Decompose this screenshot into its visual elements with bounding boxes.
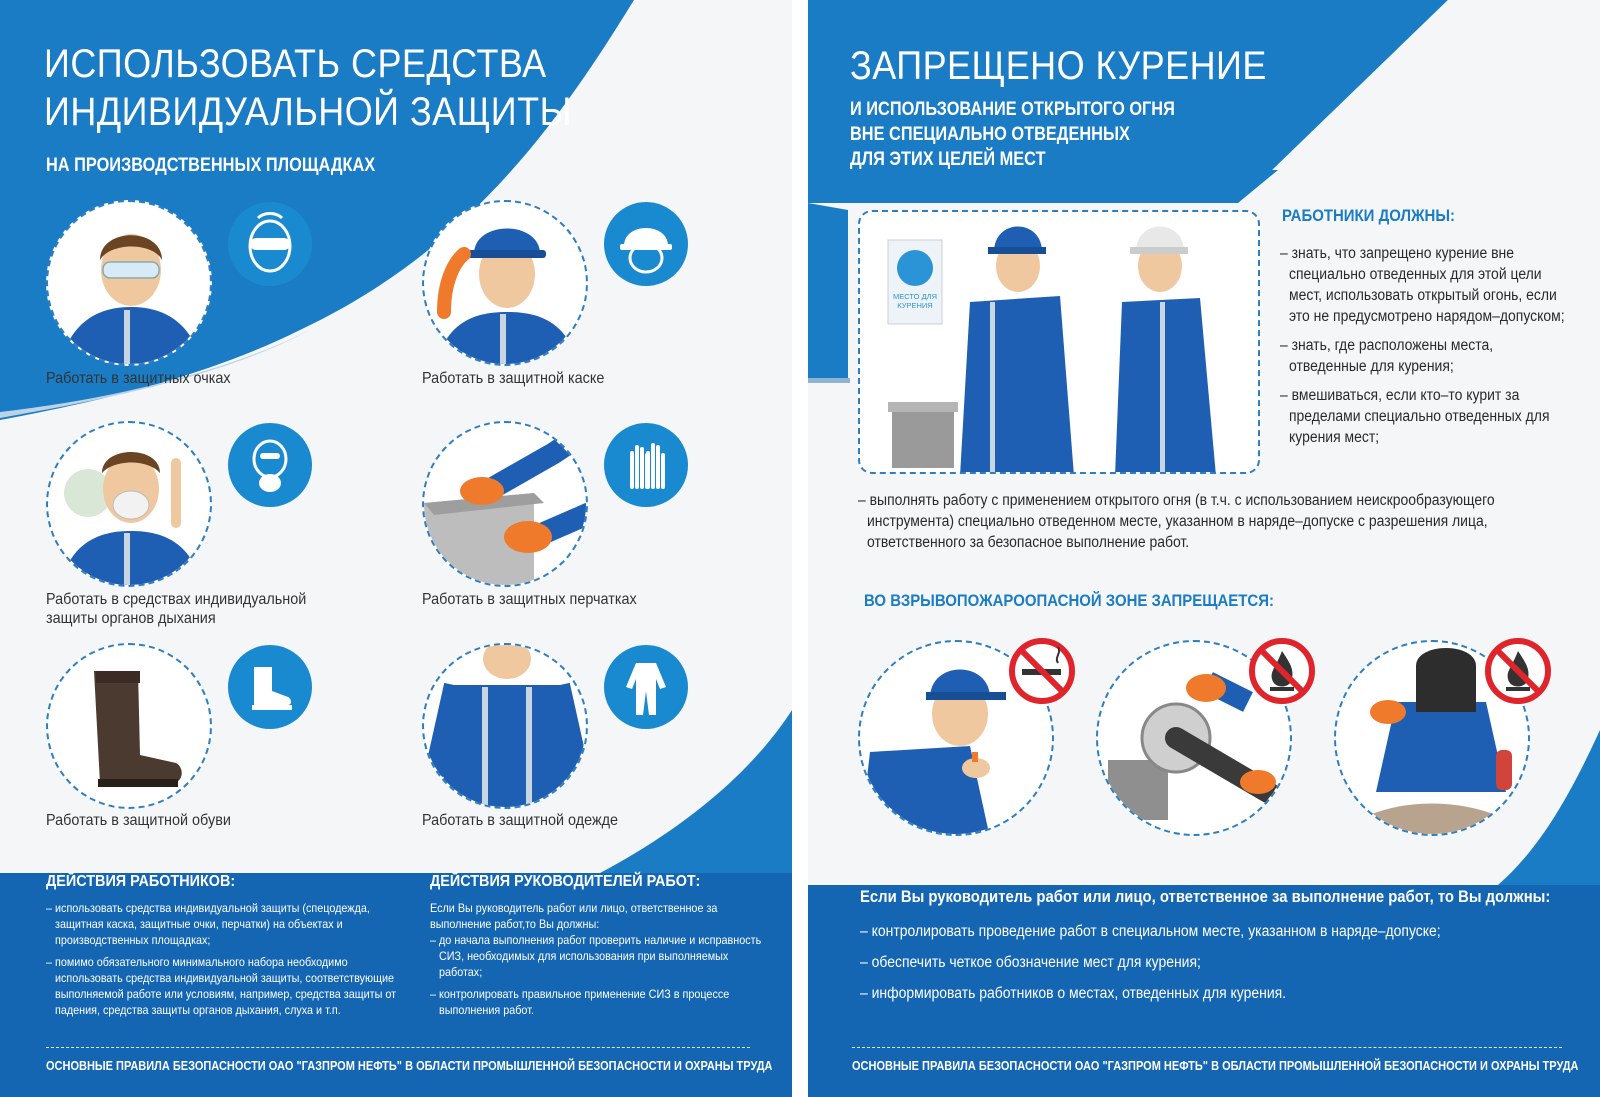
helmet-icon <box>604 202 688 286</box>
text-line: выполняемой работе или условиям, например, средства защиты от <box>55 987 397 1001</box>
caption-overalls: Работать в защитной одежде <box>422 812 619 829</box>
boot-illustration <box>46 643 212 809</box>
text-line: – обеспечить четкое обозначение мест для курения; <box>860 954 1201 971</box>
subtitle-line: ДЛЯ ЭТИХ ЦЕЛЕЙ МЕСТ <box>850 149 1046 170</box>
text-line: – помимо обязательного минимального набора необходимо <box>46 955 348 969</box>
caption-respirator <box>46 590 306 628</box>
caption-goggles: Работать в защитных очках <box>46 370 231 387</box>
workers-heading: ДЕЙСТВИЯ РАБОТНИКОВ: <box>46 873 236 890</box>
manager-actions-section <box>808 885 1600 1097</box>
text-line: – вмешиваться, если кто–то курит за <box>1280 387 1520 404</box>
footer-text: ОСНОВНЫЕ ПРАВИЛА БЕЗОПАСНОСТИ ОАО "ГАЗПРОМ НЕФТЬ" В ОБЛАСТИ ПРОМЫШЛЕННОЙ БЕЗОПАСНОСТИ И ОХРАНЫ ТРУДА <box>852 1059 1579 1073</box>
text-line: выполнение работ,то Вы должны: <box>430 917 600 931</box>
gloves-icon <box>604 423 688 507</box>
ppe-poster <box>0 0 792 1097</box>
no-smoking-icon <box>1008 637 1076 705</box>
text-line: работах; <box>439 965 483 979</box>
text-line: Если Вы руководитель работ или лицо, ответственное за <box>430 901 718 915</box>
manager-heading: Если Вы руководитель работ или лицо, ответственное за выполнение работ, то Вы должны: <box>860 888 1551 906</box>
smoking-area-sign <box>888 292 942 310</box>
managers-heading: ДЕЙСТВИЯ РУКОВОДИТЕЛЕЙ РАБОТ: <box>430 873 701 890</box>
actions-section <box>0 873 792 1097</box>
overalls-worker-illustration <box>422 643 588 809</box>
sign-line: МЕСТО ДЛЯ <box>893 292 937 301</box>
text-line: – знать, что запрещено курение вне <box>1280 245 1514 262</box>
text-line: это не предусмотрено нарядом–допуском; <box>1289 308 1565 325</box>
gloves-worker-illustration <box>422 421 588 587</box>
text-line: защитная каска, защитные очки, перчатки) на объектах и <box>55 917 343 931</box>
footer-text: ОСНОВНЫЕ ПРАВИЛА БЕЗОПАСНОСТИ ОАО "ГАЗПРОМ НЕФТЬ" В ОБЛАСТИ ПРОМЫШЛЕННОЙ БЕЗОПАСНОСТИ И ОХРАНЫ ТРУДА <box>46 1059 773 1073</box>
page-subtitle <box>850 97 1175 172</box>
respirator-worker-illustration <box>46 421 212 587</box>
title-line: ИНДИВИДУАЛЬНОЙ ЗАЩИТЫ <box>44 90 572 134</box>
sign-line: КУРЕНИЯ <box>897 301 933 310</box>
workers-text <box>46 900 396 1018</box>
caption-boot: Работать в защитной обуви <box>46 812 231 829</box>
managers-text <box>430 900 761 1018</box>
subtitle-line: ВНЕ СПЕЦИАЛЬНО ОТВЕДЕННЫХ <box>850 124 1130 145</box>
open-fire-rule <box>858 490 1495 553</box>
smoking-area-illustration <box>858 210 1260 474</box>
page-title <box>44 40 572 136</box>
caption-line: Работать в средствах индивидуальной <box>46 591 307 608</box>
overalls-icon <box>604 645 688 729</box>
text-line: – информировать работников о местах, отведенных для курения. <box>860 985 1287 1002</box>
subtitle-line: И ИСПОЛЬЗОВАНИЕ ОТКРЫТОГО ОГНЯ <box>850 99 1175 120</box>
divider <box>46 1047 750 1048</box>
text-line: производственных площадках; <box>55 933 211 947</box>
text-line: – до начала выполнения работ проверить наличие и исправность <box>430 933 762 947</box>
text-line: использовать средства индивидуальной защиты, соответствующие <box>55 971 395 985</box>
text-line: – использовать средства индивидуальной защиты (спецодежда, <box>46 901 370 915</box>
goggles-icon <box>228 202 312 286</box>
respirator-icon <box>228 423 312 507</box>
text-line: выполнения работ. <box>439 1003 534 1017</box>
text-line: падения, средства защиты органов дыхания, слуха и т.п. <box>55 1003 341 1017</box>
text-line: СИЗ, необходимых для использования при выполняемых <box>439 949 729 963</box>
workers-must-list <box>1280 243 1565 448</box>
divider <box>852 1047 1562 1048</box>
page-title: ЗАПРЕЩЕНО КУРЕНИЕ <box>850 44 1267 88</box>
text-line: – контролировать проведение работ в специальном месте, указанном в наряде–допуске; <box>860 923 1441 940</box>
text-line: – знать, где расположены места, <box>1280 337 1494 354</box>
caption-helmet: Работать в защитной каске <box>422 370 605 387</box>
text-line: мест, использовать открытый огонь, если <box>1289 287 1557 304</box>
text-line: инструмента) специально отведенном месте, указанном в наряде–допуске с разрешения лица, <box>867 513 1488 530</box>
title-line: ИСПОЛЬЗОВАТЬ СРЕДСТВА <box>44 42 547 86</box>
goggles-worker-illustration <box>46 200 212 366</box>
text-line: – выполнять работу с применением открытого огня (в т.ч. с использованием неискрообразующего <box>858 492 1495 509</box>
text-line: – контролировать правильное применение СИЗ в процессе <box>430 987 730 1001</box>
boot-icon <box>228 645 312 729</box>
helmet-worker-illustration <box>422 200 588 366</box>
caption-line: защиты органов дыхания <box>46 610 216 627</box>
workers-must-heading: РАБОТНИКИ ДОЛЖНЫ: <box>1282 206 1455 225</box>
text-line: отведенные для курения; <box>1289 358 1454 375</box>
caption-gloves: Работать в защитных перчатках <box>422 591 637 608</box>
no-open-flame-icon-2 <box>1484 637 1552 705</box>
hazard-zone-heading: ВО ВЗРЫВОПОЖАРООПАСНОЙ ЗОНЕ ЗАПРЕЩАЕТСЯ: <box>864 591 1274 610</box>
text-line: курения мест; <box>1289 429 1380 446</box>
manager-list <box>860 916 1441 1009</box>
no-open-flame-icon <box>1248 637 1316 705</box>
page-subtitle: НА ПРОИЗВОДСТВЕННЫХ ПЛОЩАДКАХ <box>46 155 376 176</box>
no-smoking-poster <box>808 0 1600 1097</box>
text-line: специально отведенных для этой цели <box>1289 266 1542 283</box>
text-line: пределами специально отведенных для <box>1289 408 1550 425</box>
text-line: ответственного за безопасное выполнение работ. <box>867 534 1190 551</box>
